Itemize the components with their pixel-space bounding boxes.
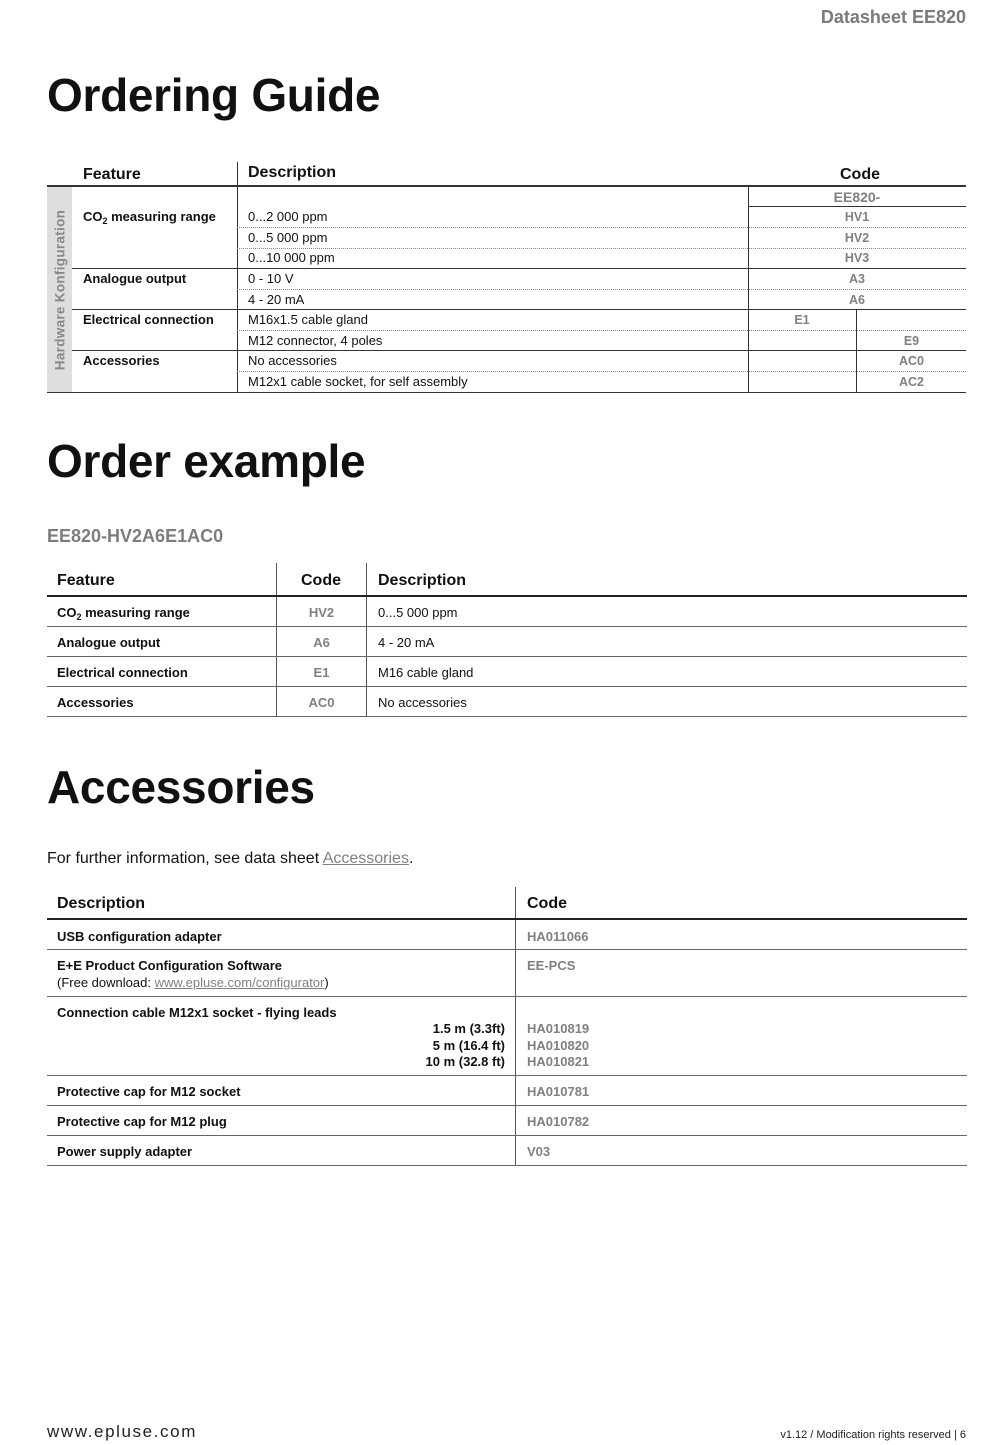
oe-header-code: Code xyxy=(301,572,341,589)
oe-header-feature: Feature xyxy=(57,572,115,589)
og-row-rule xyxy=(237,248,966,249)
og-base-rule xyxy=(748,206,966,207)
acc-software-description: E+E Product Configuration Software xyxy=(57,958,282,973)
og-code: E1 xyxy=(794,313,810,327)
acc-usb-description: USB configuration adapter xyxy=(57,929,222,944)
og-base-code: EE820- xyxy=(833,189,881,205)
oe-code: HV2 xyxy=(308,605,335,620)
og-description: 4 - 20 mA xyxy=(248,292,305,307)
og-group-rule xyxy=(72,350,966,351)
og-description: 0...10 000 ppm xyxy=(248,250,335,265)
document-header-title: Datasheet EE820 xyxy=(820,7,966,27)
og-description: M16x1.5 cable gland xyxy=(248,312,368,327)
footer-version: v1.12 / Modification rights reserved | 6 xyxy=(780,1429,966,1441)
order-example-table xyxy=(47,563,967,718)
oe-feature: $CO_2$ measuring range xyxy=(57,605,190,622)
og-row-rule xyxy=(237,330,966,331)
og-description: 0...5 000 ppm xyxy=(248,230,328,245)
og-bottom-rule xyxy=(47,392,966,393)
configurator-link[interactable]: www.epluse.com/configurator xyxy=(154,975,325,990)
og-code: HV3 xyxy=(844,251,870,265)
oe-feature: Electrical connection xyxy=(57,665,188,680)
og-code: HV1 xyxy=(844,210,870,224)
acc-cable-length: 1.5 m (3.3ft) xyxy=(432,1021,505,1036)
order-example-code: EE820-HV2A6E1AC0 xyxy=(47,526,224,546)
acc-row-rule xyxy=(47,1075,967,1076)
acc-row-rule xyxy=(47,1165,967,1166)
acc-header-code: Code xyxy=(527,895,567,912)
acc-cable-code: HA010821 xyxy=(527,1054,590,1069)
acc-software-code: EE-PCS xyxy=(527,958,576,973)
accessories-table xyxy=(47,887,967,1167)
acc-cap-plug-description: Protective cap for M12 plug xyxy=(57,1114,227,1129)
og-description: No accessories xyxy=(248,353,337,368)
oe-description: M16 cable gland xyxy=(378,665,474,680)
og-group-rule xyxy=(72,309,966,310)
og-description: M12x1 cable socket, for self assembly xyxy=(248,374,468,389)
og-header-description: Description xyxy=(248,164,337,181)
oe-feature: Analogue output xyxy=(57,635,161,650)
og-header-rule xyxy=(47,185,966,187)
acc-cable-description: Connection cable M12x1 socket - flying leads xyxy=(57,1005,337,1020)
ordering-guide-table xyxy=(47,160,966,393)
oe-divider xyxy=(366,563,367,717)
oe-row-rule xyxy=(47,716,967,717)
og-description: 0 - 10 V xyxy=(248,271,294,286)
acc-cable-length: 5 m (16.4 ft) xyxy=(432,1038,505,1053)
oe-description: 4 - 20 mA xyxy=(378,635,435,650)
accessories-intro: For further information, see data sheet Accessories. xyxy=(47,850,414,867)
acc-software-download: (Free download: www.epluse.com/configurator) xyxy=(57,975,329,990)
og-header-code: Code xyxy=(840,166,880,183)
oe-code: A6 xyxy=(313,635,330,650)
oe-description: 0...5 000 ppm xyxy=(378,605,458,620)
acc-row-rule xyxy=(47,996,967,997)
oe-description: No accessories xyxy=(378,695,467,710)
acc-header-description: Description xyxy=(57,895,146,912)
accessories-datasheet-link[interactable]: Accessories xyxy=(322,850,409,867)
acc-header-rule xyxy=(47,918,967,920)
oe-code: E1 xyxy=(313,665,330,680)
og-description: 0...2 000 ppm xyxy=(248,209,328,224)
oe-feature: Accessories xyxy=(57,695,134,710)
og-code: E9 xyxy=(903,334,920,348)
og-sidebar xyxy=(47,187,72,392)
acc-row-rule xyxy=(47,1135,967,1136)
ordering-guide-heading: Ordering Guide xyxy=(47,69,381,121)
oe-header-rule xyxy=(47,595,967,597)
og-code: HV2 xyxy=(844,231,870,245)
og-sidebar-label: Hardware Konfiguration xyxy=(52,209,67,370)
og-code: A6 xyxy=(849,293,865,307)
og-description: M12 connector, 4 poles xyxy=(248,333,383,348)
og-code: AC2 xyxy=(898,375,924,389)
og-feature-co2: $CO_2$ measuring range xyxy=(83,209,216,226)
oe-row-rule xyxy=(47,656,967,657)
footer-website[interactable]: www.epluse.com xyxy=(47,1422,197,1441)
og-feature-analogue: Analogue output xyxy=(83,271,187,286)
og-divider-feature xyxy=(237,162,238,393)
oe-code: AC0 xyxy=(308,695,335,710)
acc-power-description: Power supply adapter xyxy=(57,1144,193,1159)
acc-divider xyxy=(515,887,516,1166)
og-header-feature: Feature xyxy=(83,166,141,183)
acc-cap-socket-description: Protective cap for M12 socket xyxy=(57,1084,241,1099)
og-row-rule xyxy=(237,371,966,372)
acc-row-rule xyxy=(47,949,967,950)
order-example-heading: Order example xyxy=(47,435,366,487)
acc-cable-code: HA010819 xyxy=(527,1021,590,1036)
og-code: AC0 xyxy=(898,354,924,368)
acc-cap-plug-code: HA010782 xyxy=(527,1114,590,1129)
og-row-rule xyxy=(237,289,966,290)
og-feature-accessories: Accessories xyxy=(83,353,160,368)
og-feature-electrical: Electrical connection xyxy=(83,312,214,327)
oe-row-rule xyxy=(47,626,967,627)
og-row-rule xyxy=(237,227,966,228)
acc-cable-length: 10 m (32.8 ft) xyxy=(425,1054,505,1069)
og-code: A3 xyxy=(849,272,865,286)
oe-row-rule xyxy=(47,686,967,687)
og-group-rule xyxy=(72,268,966,269)
acc-usb-code: HA011066 xyxy=(527,929,589,944)
acc-power-code: V03 xyxy=(527,1144,551,1159)
acc-row-rule xyxy=(47,1105,967,1106)
accessories-heading: Accessories xyxy=(47,761,315,813)
acc-cable-code: HA010820 xyxy=(527,1038,590,1053)
acc-cap-socket-code: HA010781 xyxy=(527,1084,590,1099)
oe-header-description: Description xyxy=(378,572,467,589)
